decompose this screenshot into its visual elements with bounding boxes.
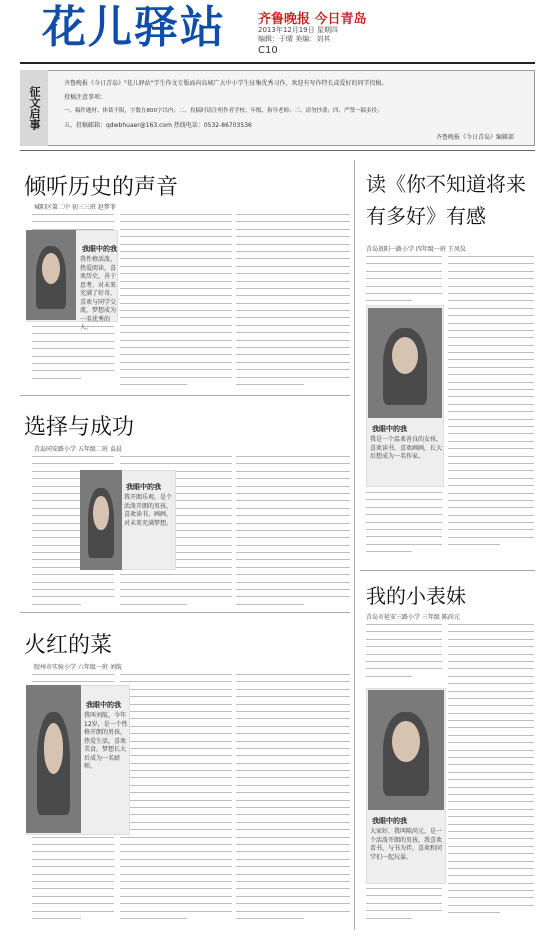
author-photo [26, 230, 76, 320]
article-body [366, 256, 442, 306]
issue-date: 2013年12月19日 星期四 [258, 26, 338, 34]
article-body [236, 214, 350, 384]
column-divider [354, 160, 355, 930]
article-title: 读《你不知道将来有多好》有感 [366, 172, 526, 228]
article-title: 火红的菜 [24, 633, 113, 658]
caption-title: 我眼中的我 [372, 425, 407, 433]
article-body [448, 256, 534, 556]
article-divider [20, 395, 350, 396]
article-body [120, 674, 232, 924]
author-photo [368, 690, 444, 810]
caption-text: 我开朗乐观，是个活泼开朗的男孩，喜欢读书、画画，对未来充满梦想。 [124, 494, 173, 527]
masthead-rule [20, 62, 535, 64]
article-byline: 青岛市延安三路小学 三年级 陈尚元 [366, 614, 460, 621]
article-body [366, 888, 442, 928]
author-photo [368, 308, 442, 418]
issue-meta [258, 26, 338, 44]
article-body [236, 456, 350, 606]
notice-signature: 齐鲁晚报《今日青岛》编辑部 [436, 134, 515, 141]
notice-line: 投稿注意事项： [64, 94, 107, 101]
author-photo [80, 470, 122, 570]
author-photo [26, 685, 81, 833]
article-divider [360, 570, 535, 571]
article-body [366, 624, 442, 684]
notice-line: 齐鲁晚报《今日青岛》"花儿驿站"学生作文专版面向岛城广大中小学生征集优秀习作，欢迎有写作特长或爱好的同学投稿。 [64, 80, 388, 87]
caption-text: 大家好，我叫陈尚元，是一个活泼开朗的男孩，我喜欢看书，与书为伴，喜欢和同学们一起玩耍。 [370, 828, 443, 861]
caption-title: 我眼中的我 [86, 701, 121, 709]
article-byline: 胶州市实验小学 六年级一班 刘航 [34, 664, 122, 671]
article-byline: 青岛贵阳一路小学 四年级一班 王凤仪 [366, 246, 466, 253]
article-title: 选择与成功 [24, 415, 135, 440]
article-title: 倾听历史的声音 [24, 175, 179, 200]
caption-title: 我眼中的我 [82, 245, 117, 253]
newspaper-brand: 齐鲁晚报 今日青岛 [258, 12, 367, 27]
caption-text: 我性格活泼，热爱阅读，喜欢历史，善于思考，对未来充满了好奇，喜欢与同学交流，梦想成为一名优秀的人。 [80, 256, 117, 331]
article-title: 我的小表妹 [366, 584, 466, 608]
notice-line: 五、投稿邮箱：qdwbhuaer@163.com 热线电话：0532-86703536 [64, 122, 252, 129]
issue-editor: 编辑：于晴 美编：刘其 [258, 35, 331, 43]
notice-line: 一、稿件题材、体裁不限，字数在800字以内；二、投稿时请注明作者学校、年级、指导老师；三、请勿抄袭；四、严禁一稿多投； [64, 108, 383, 114]
article-divider [20, 612, 350, 613]
page-number: C10 [258, 45, 278, 56]
article-body [236, 674, 350, 924]
caption-text: 我叫刘航，今年12岁，是一个性格开朗的男孩，热爱生活，喜欢美食，梦想长大后成为一名厨师。 [84, 712, 128, 770]
article-byline: 城阳区第二中 初三三班 赵梦菲 [34, 204, 116, 211]
caption-title: 我眼中的我 [372, 817, 407, 825]
section-rule [20, 150, 535, 151]
article-body [366, 492, 442, 562]
masthead-title: 花儿驿站 [42, 2, 226, 53]
caption-text: 我是一个温柔善良的女孩，喜欢读书，喜欢画画，长大后想成为一名作家。 [370, 436, 443, 460]
caption-title: 我眼中的我 [126, 483, 161, 491]
notice-side-label: 征文启事 [20, 70, 48, 146]
article-body [32, 326, 114, 386]
article-body [120, 214, 232, 384]
article-body [448, 624, 534, 924]
article-byline: 青岛同安路小学 五年级二班 袁晨 [34, 446, 122, 453]
